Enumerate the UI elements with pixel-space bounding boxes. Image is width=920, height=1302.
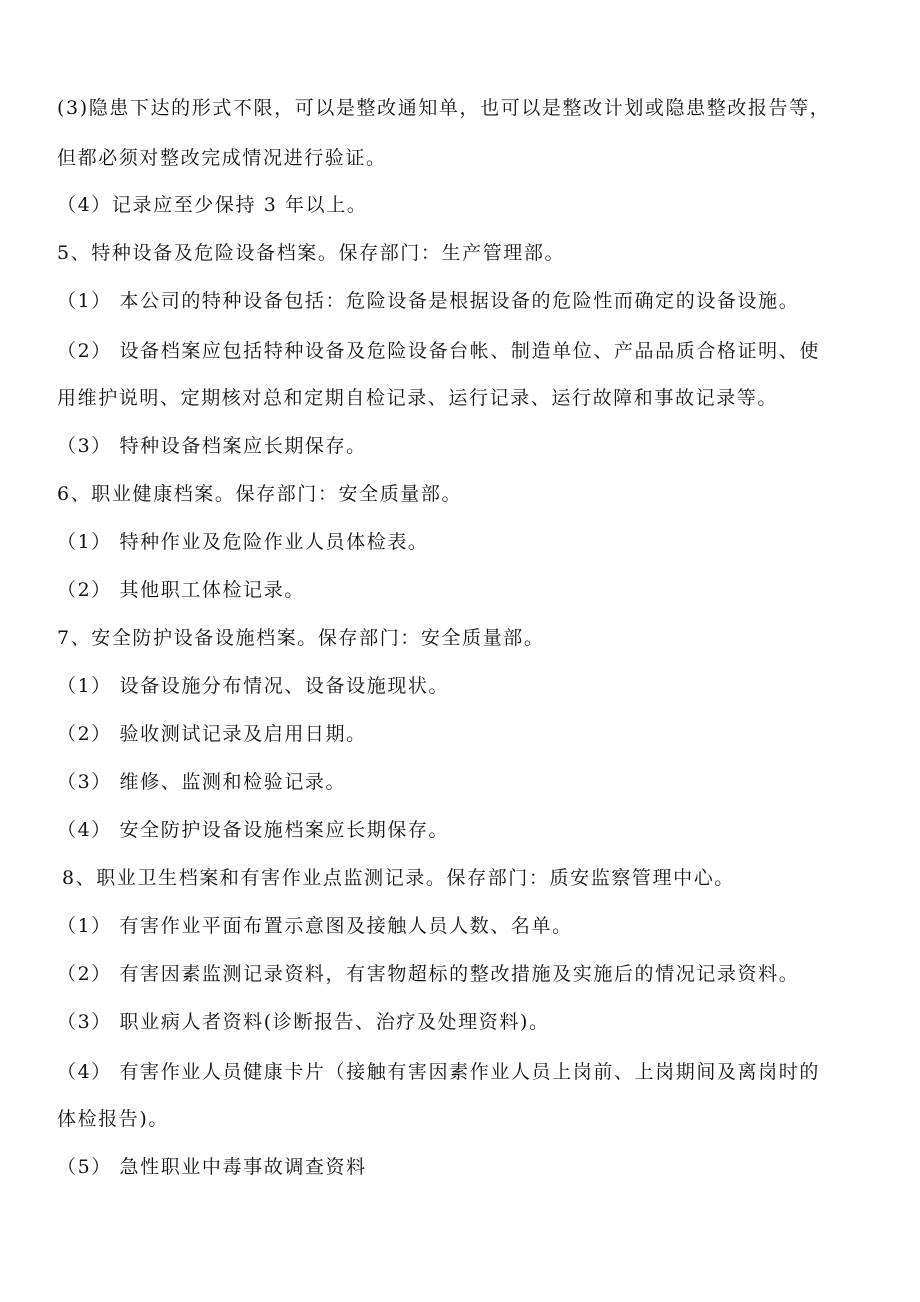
paragraph-line: （3） 维修、监测和检验记录。 (57, 771, 347, 793)
paragraph-line: （4）记录应至少保持 3 年以上。 (57, 194, 368, 216)
paragraph-line: （1） 特种作业及危险作业人员体检表。 (57, 531, 429, 553)
paragraph-line: 用维护说明、定期核对总和定期自检记录、运行记录、运行故障和事故记录等。 (57, 387, 779, 409)
paragraph-line: （1） 设备设施分布情况、设备设施现状。 (57, 675, 450, 697)
paragraph-line: （3） 职业病人者资料(诊断报告、治疗及处理资料)。 (57, 1011, 550, 1033)
section-heading: 6、职业健康档案。保存部门：安全质量部。 (57, 483, 463, 505)
paragraph-line: （2） 验收测试记录及启用日期。 (57, 723, 367, 745)
paragraph-line: （4） 有害作业人员健康卡片（接触有害因素作业人员上岗前、上岗期间及离岗时的 (57, 1061, 820, 1083)
section-heading: 8、职业卫生档案和有害作业点监测记录。保存部门：质安监察管理中心。 (62, 867, 735, 889)
paragraph-line: （3） 特种设备档案应长期保存。 (57, 435, 367, 457)
paragraph-line: 体检报告)。 (57, 1108, 170, 1130)
paragraph-line: （1） 有害作业平面布置示意图及接触人员人数、名单。 (57, 915, 573, 937)
section-heading: 7、安全防护设备设施档案。保存部门：安全质量部。 (57, 627, 545, 649)
paragraph-line: 但都必须对整改完成情况进行验证。 (57, 147, 387, 169)
section-heading: 5、特种设备及危险设备档案。保存部门：生产管理部。 (57, 242, 566, 264)
paragraph-line: （4） 安全防护设备设施档案应长期保存。 (57, 819, 450, 841)
paragraph-line: （1） 本公司的特种设备包括：危险设备是根据设备的危险性而确定的设备设施。 (57, 290, 800, 312)
paragraph-line: （2） 其他职工体检记录。 (57, 579, 305, 601)
paragraph-line: （2） 有害因素监测记录资料，有害物超标的整改措施及实施后的情况记录资料。 (57, 963, 800, 985)
paragraph-line: （5） 急性职业中毒事故调查资料 (57, 1156, 367, 1178)
paragraph-line: (3)隐患下达的形式不限，可以是整改通知单，也可以是整改计划或隐患整改报告等， (57, 97, 831, 119)
paragraph-line: （2） 设备档案应包括特种设备及危险设备台帐、制造单位、产品品质合格证明、使 (57, 340, 820, 362)
